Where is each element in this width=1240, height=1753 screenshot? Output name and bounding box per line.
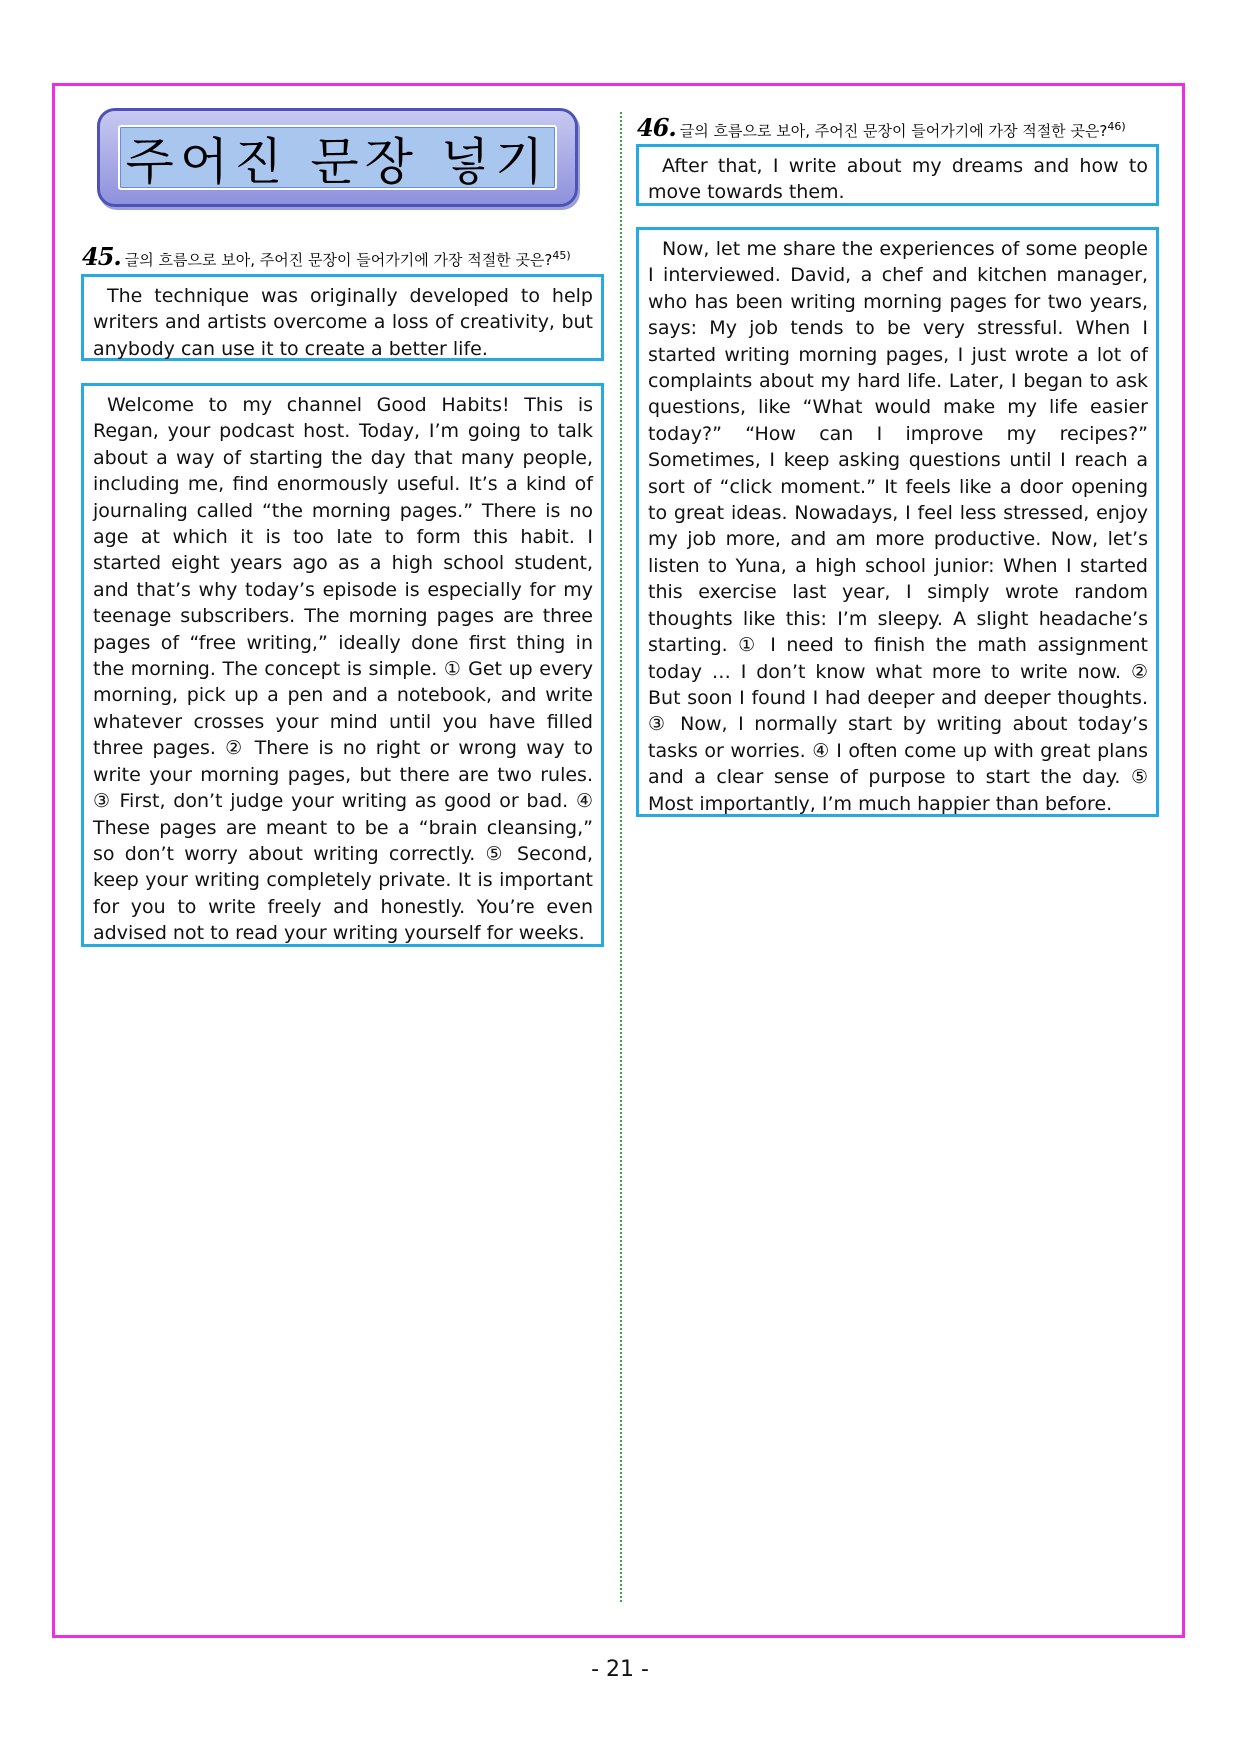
question-45-number: 45.: [82, 242, 121, 271]
section-title-badge: [97, 108, 578, 207]
section-title: 주어진 문장 넣기: [125, 132, 550, 191]
question-46-footnote: 46): [1107, 120, 1126, 133]
column-divider: [620, 112, 622, 1602]
question-46-prompt: 글의 흐름으로 보아, 주어진 문장이 들어가기에 가장 적절한 곳은?: [679, 122, 1108, 140]
question-46-given-sentence: After that, I write about my dreams and how to move towards them.: [648, 155, 1148, 204]
question-45-prompt: 글의 흐름으로 보아, 주어진 문장이 들어가기에 가장 적절한 곳은?: [124, 251, 553, 269]
section-title-panel: [118, 125, 557, 190]
question-46-given-sentence-box: [636, 144, 1159, 206]
question-46-passage: Now, let me share the experiences of some people I interviewed. David, a chef and kitchen manager, who has been writing morning pages for two years, says: My job tends to be very stressful. When I started writing morning pages, I just wrote a lot of complaints about my hard life. Later, I began to ask questions, like “What would make my life easier today?” “How can I improve my recipes?” Sometimes, I keep asking questions until I reach a sort of “click moment.” It feels like a door opening to great ideas. Nowadays, I feel less stressed, enjoy my job more, and am more productive. Now, let’s listen to Yuna, a high school junior: When I started this exercise last year, I simply wrote random thoughts like this: I’m sleepy. A slight headache’s starting. ① I need to finish the math assignment today … I don’t know what more to write now. ② But soon I found I had deeper and deeper thoughts. ③ Now, I normally start by writing about today’s tasks or worries. ④ I often come up with great plans and a clear sense of purpose to start the day. ⑤ Most importantly, I’m much happier than before.: [648, 238, 1148, 815]
question-46-passage-box: [636, 227, 1159, 817]
question-46-number: 46.: [637, 113, 676, 142]
question-45-header: [82, 242, 571, 271]
question-45-passage-box: [81, 383, 604, 947]
page-number: - 21 -: [591, 1657, 649, 1682]
question-45-given-sentence: The technique was originally developed to help writers and artists overcome a loss of creativity, but anybody can use it to create a better life.: [93, 285, 593, 360]
question-45-passage: Welcome to my channel Good Habits! This is Regan, your podcast host. Today, I’m going to talk about a way of starting the day that many people, including me, find enormously useful. It’s a kind of journaling called “the morning pages.” There is no age at which it is too late to form this habit. I started eight years ago as a high school student, and that’s why today’s episode is especially for my teenage subscribers. The morning pages are three pages of “free writing,” ideally done first thing in the morning. The concept is simple. ① Get up every morning, pick up a pen and a notebook, and write whatever crosses your mind until you have filled three pages. ② There is no right or wrong way to write your morning pages, but there are two rules. ③ First, don’t judge your writing as good or bad. ④ These pages are meant to be a “brain cleansing,” so don’t worry about writing correctly. ⑤ Second, keep your writing completely private. It is important for you to write freely and honestly. You’re even advised not to read your writing yourself for weeks.: [93, 394, 593, 945]
question-45-footnote: 45): [552, 249, 571, 262]
question-46-header: [637, 113, 1126, 142]
question-45-given-sentence-box: [81, 274, 604, 361]
